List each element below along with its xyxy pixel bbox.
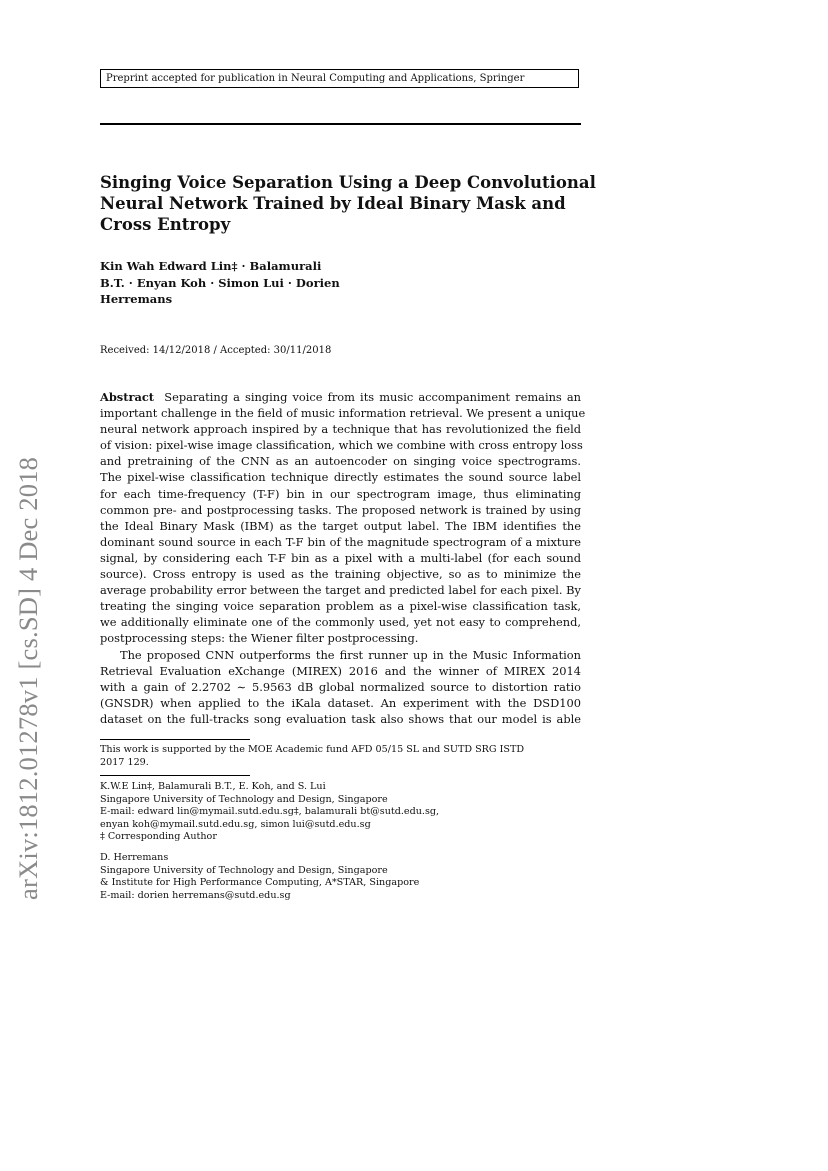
affiliation-block-2 [100, 852, 581, 902]
received-accepted-dates: Received: 14/12/2018 / Accepted: 30/11/2018 [100, 345, 332, 356]
author-line: Herremans [100, 292, 173, 306]
footnote-line: This work is supported by the MOE Academic fund AFD 05/15 SL and SUTD SRG ISTD [100, 744, 525, 755]
title-line: Singing Voice Separation Using a Deep Convolutional [100, 173, 596, 192]
abstract-line: signal, by considering each T-F bin as a pixel with a multi-label (for each sound [100, 550, 581, 565]
abstract-text: Separating a singing voice from its music accompaniment remains an [164, 390, 581, 404]
affiliation-line: & Institute for High Performance Computing, A*STAR, Singapore [100, 877, 420, 889]
abstract-line: for each time-frequency (T-F) bin in our spectrogram image, thus eliminating [100, 486, 581, 501]
abstract-line: and pretraining of the CNN as an autoencoder on singing voice spectrograms. [100, 454, 581, 469]
footnote-line: 2017 129. [100, 756, 149, 768]
abstract-line: important challenge in the field of music information retrieval. We present a unique [100, 406, 586, 421]
abstract-line: treating the singing voice separation problem as a pixel-wise classification task, [100, 599, 581, 614]
funding-footnote [100, 744, 581, 769]
title-line: Cross Entropy [100, 215, 231, 234]
affiliation-block-1 [100, 781, 581, 844]
affiliation-line: E-mail: edward lin@mymail.sutd.edu.sg‡, balamurali bt@sutd.edu.sg, [100, 806, 440, 818]
abstract-line: dataset on the full-tracks song evaluation task also shows that our model is able [100, 711, 581, 726]
abstract-line: average probability error between the target and predicted label for each pixel. By [100, 583, 581, 598]
header-rule [100, 123, 581, 125]
abstract-line: with a gain of 2.2702 ∼ 5.9563 dB global normalized source to distortion ratio [100, 679, 581, 694]
abstract-line: Retrieval Evaluation eXchange (MIREX) 2016 and the winner of MIREX 2014 [100, 663, 581, 678]
abstract-line: The pixel-wise classification technique directly estimates the sound source label [100, 470, 581, 485]
paper-title [100, 172, 600, 235]
affiliation-line: Singapore University of Technology and Design, Singapore [100, 864, 388, 876]
abstract-line: neural network approach inspired by a technique that has revolutionized the field [100, 422, 581, 437]
preprint-note: Preprint accepted for publication in Neural Computing and Applications, Springer [100, 69, 579, 88]
author-list [100, 258, 500, 308]
author-line: B.T. · Enyan Koh · Simon Lui · Dorien [100, 275, 340, 290]
abstract-line: common pre- and postprocessing tasks. The proposed network is trained by using [100, 502, 581, 517]
abstract-line: of vision: pixel-wise image classification, which we combine with cross entropy loss [100, 438, 583, 453]
author-line: Kin Wah Edward Lin‡ · Balamurali [100, 259, 322, 273]
title-line: Neural Network Trained by Ideal Binary Mask and [100, 194, 566, 213]
abstract-line: postprocessing steps: the Wiener filter postprocessing. [100, 631, 419, 646]
affiliation-line: D. Herremans [100, 852, 169, 863]
abstract-line: dominant sound source in each T-F bin of the magnitude spectrogram of a mixture [100, 534, 581, 549]
affiliation-line: K.W.E Lin‡, Balamurali B.T., E. Koh, and S. Lui [100, 781, 326, 792]
abstract-heading: Abstract [100, 390, 155, 404]
abstract-line [100, 389, 581, 405]
abstract-line: The proposed CNN outperforms the first runner up in the Music Information [120, 647, 581, 662]
affiliation-line: enyan koh@mymail.sutd.edu.sg, simon lui@sutd.edu.sg [100, 818, 371, 830]
affiliation-rule [100, 775, 250, 776]
arxiv-identifier-stamp: arXiv:1812.01278v1 [cs.SD] 4 Dec 2018 [13, 456, 43, 900]
footnote-rule [100, 739, 250, 740]
abstract-line: we additionally eliminate one of the commonly used, yet not easy to comprehend, [100, 615, 581, 630]
affiliation-line: ‡ Corresponding Author [100, 831, 217, 843]
affiliation-line: E-mail: dorien herremans@sutd.edu.sg [100, 889, 291, 901]
abstract [100, 389, 586, 727]
abstract-line: (GNSDR) when applied to the iKala dataset. An experiment with the DSD100 [100, 695, 581, 710]
abstract-line: source). Cross entropy is used as the training objective, so as to minimize the [100, 567, 581, 582]
affiliation-line: Singapore University of Technology and Design, Singapore [100, 793, 388, 805]
abstract-line: the Ideal Binary Mask (IBM) as the target output label. The IBM identifies the [100, 518, 581, 533]
